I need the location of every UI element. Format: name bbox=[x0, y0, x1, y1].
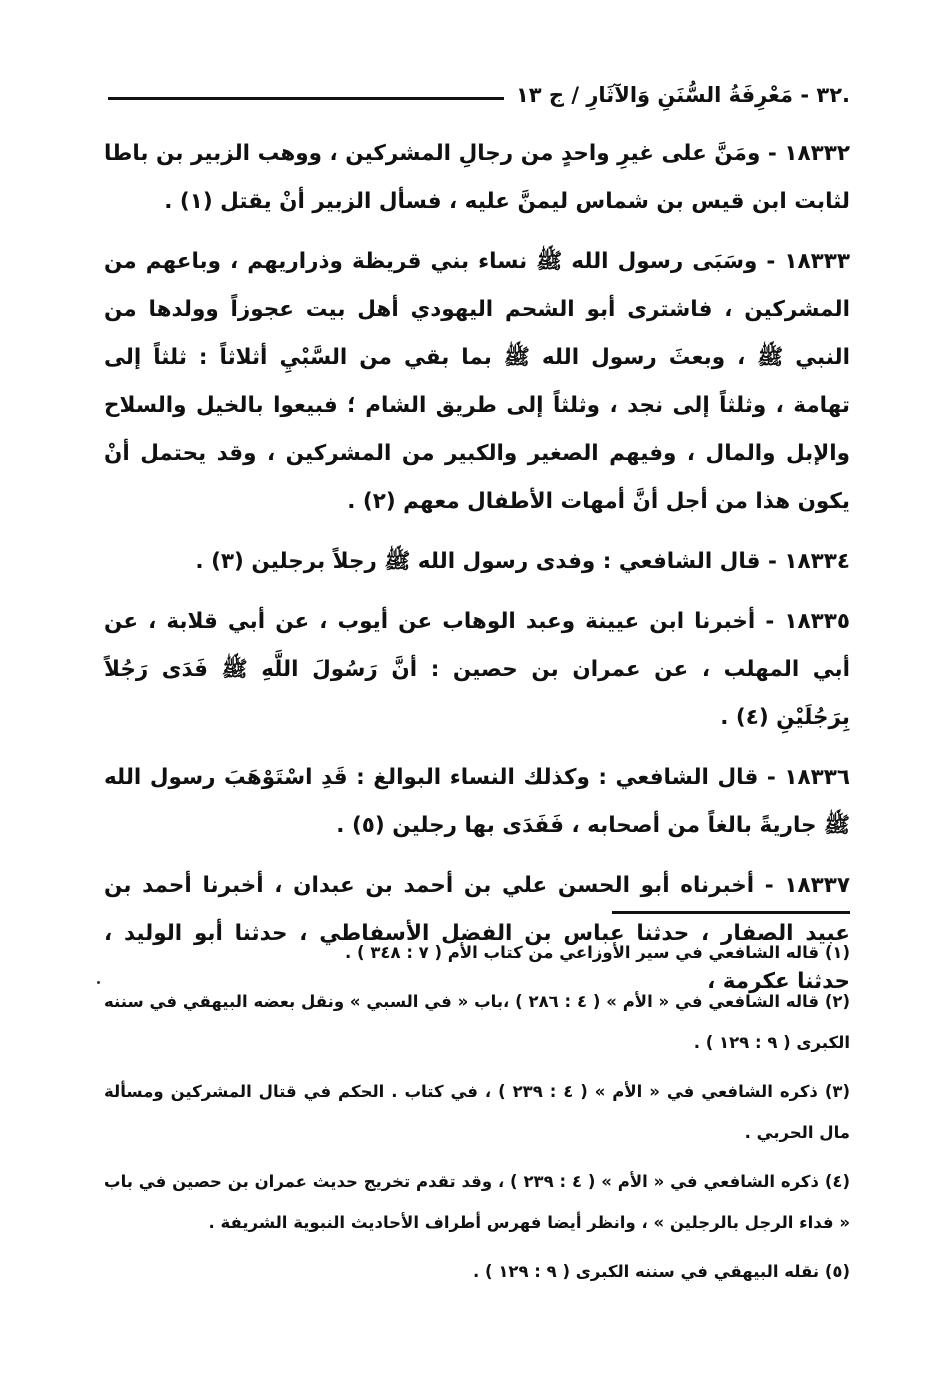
hadith-paragraph-18335: ١٨٣٣٥ - أخبرنا ابن عيينة وعبد الوهاب عن أيوب ، عن أبي قلابة ، عن أبي المهلب ، عن عمران بن حصين : أنَّ رَسُولَ اللَّهِ ﷺ فَدَى رَجُلاً بِرَجُلَيْنِ (٤) . bbox=[104, 609, 850, 730]
main-text bbox=[104, 130, 850, 1018]
footnotes bbox=[104, 932, 850, 1300]
hadith-paragraph-18334: ١٨٣٣٤ - قال الشافعي : وفدى رسول الله ﷺ رجلاً برجلين (٣) . bbox=[195, 549, 850, 574]
footnote-1: (١) قاله الشافعي في سير الأوزاعي من كتاب الأم ( ٧ : ٣٤٨ ) . bbox=[345, 943, 850, 962]
running-header-title: .٣٢ - مَعْرِفَةُ السُّنَنِ وَالآثَارِ / ج ١٣ bbox=[515, 83, 850, 107]
footnote-separator bbox=[612, 911, 850, 914]
running-header bbox=[108, 78, 850, 112]
footnote-5: (٥) نقله البيهقي في سننه الكبرى ( ٩ : ١٢٩ ) . bbox=[473, 1262, 850, 1281]
scan-speck bbox=[97, 981, 100, 984]
hadith-paragraph-18333: ١٨٣٣٣ - وسَبَى رسول الله ﷺ نساء بني قريظة وذراريهم ، وباعهم من المشركين ، فاشترى أبو الشحم اليهودي أهل بيت عجوزاً وولدها من النبي ﷺ ، وبعثَ رسول الله ﷺ بما بقي من السَّبْيِ أثلاثاً : ثلثاً إلى تهامة ، وثلثاً إلى نجد ، وثلثاً إلى طريق الشام ؛ فبيعوا بالخيل والسلاح والإبل والمال ، وفيهم الصغير والكبير من المشركين ، وقد يحتمل أنْ يكون هذا من أجل أنَّ أمهات الأطفال معهم (٢) . bbox=[104, 249, 850, 514]
hadith-paragraph-18332: ١٨٣٣٢ - ومَنَّ على غيرِ واحدٍ من رجالِ المشركين ، ووهب الزبير بن باطا لثابت ابن قيس بن شماس ليمنَّ عليه ، فسأل الزبير أنْ يقتل (١) . bbox=[104, 141, 850, 214]
footnote-2: (٢) قاله الشافعي في « الأم » ( ٤ : ٢٨٦ ) ،باب « في السبي » ونقل بعضه البيهقي في سننه الكبرى ( ٩ : ١٢٩ ) . bbox=[104, 992, 851, 1052]
header-rule bbox=[108, 97, 504, 100]
hadith-paragraph-18336: ١٨٣٣٦ - قال الشافعي : وكذلك النساء البوالغ : قَدِ اسْتَوْهَبَ رسول الله ﷺ جاريةً بالغاً من أصحابه ، فَفَدَى بها رجلين (٥) . bbox=[104, 765, 850, 838]
footnote-4: (٤) ذكره الشافعي في « الأم » ( ٤ : ٢٣٩ ) ، وقد تقدم تخريج حديث عمران بن حصين في باب « فداء الرجل بالرجلين » ، وانظر أيضا فهرس أطراف الأحاديث النبوية الشريفة . bbox=[104, 1172, 850, 1232]
footnote-3: (٣) ذكره الشافعي في « الأم » ( ٤ : ٢٣٩ ) ، في كتاب . الحكم في قتال المشركين ومسألة مال الحربي . bbox=[104, 1082, 850, 1142]
hadith-paragraph-18337: ١٨٣٣٧ - أخبرناه أبو الحسن علي بن أحمد بن عبدان ، أخبرنا أحمد بن عبيد الصفار ، حدثنا عباس بن الفضل الأسفاطي ، حدثنا أبو الوليد ، حدثنا عكرمة ، bbox=[104, 873, 850, 994]
